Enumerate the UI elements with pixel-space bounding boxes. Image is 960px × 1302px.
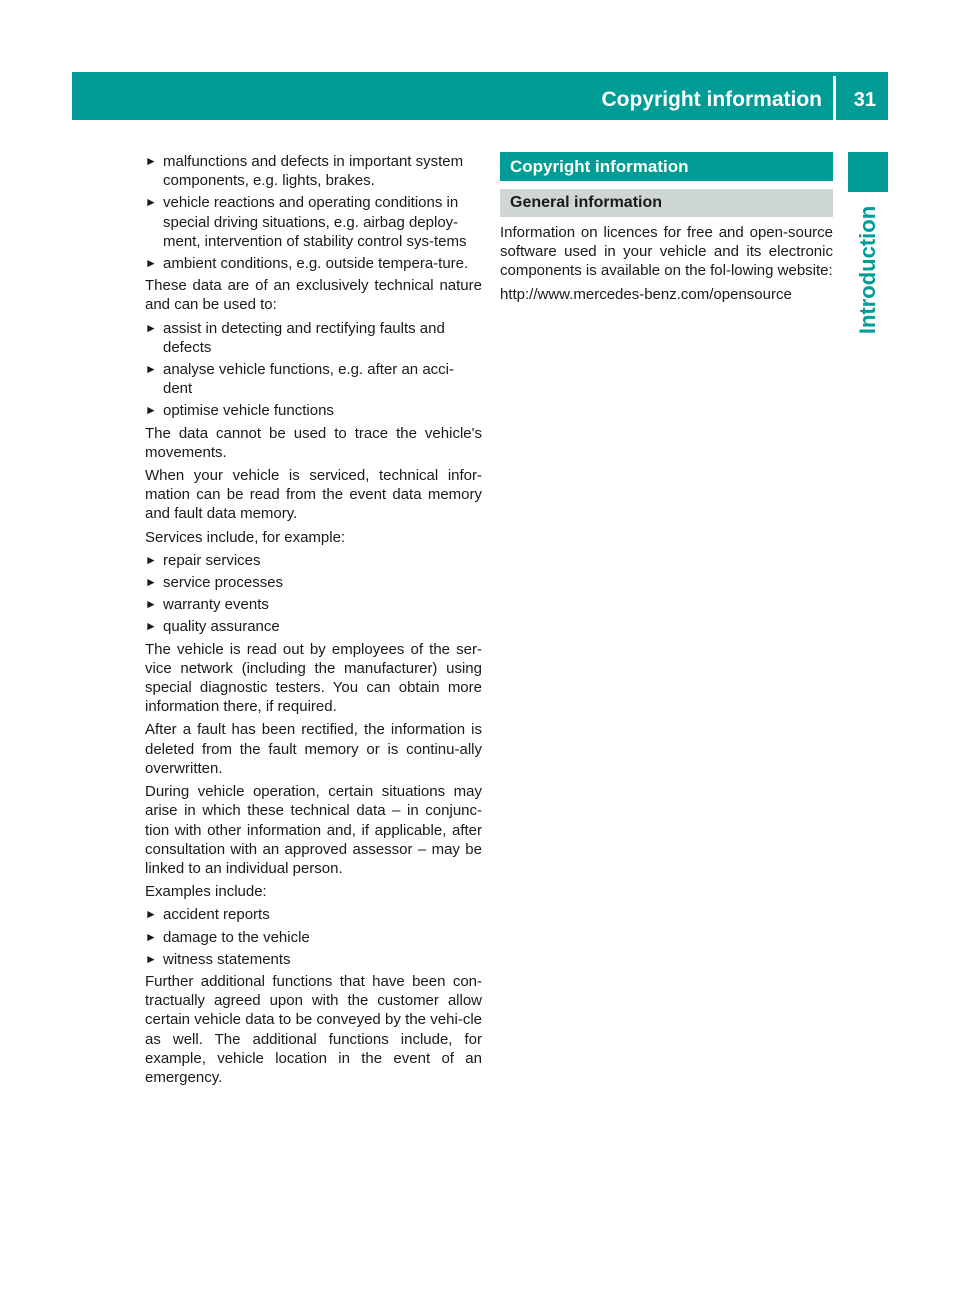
left-column: [145, 152, 482, 1091]
list-item-text: vehicle reactions and operating conditions in special driving situations, e.g. airbag deploy-ment, intervention of stability control sys-tems: [163, 194, 467, 250]
bullet-icon: ►: [145, 552, 157, 567]
bullet-icon: ►: [145, 575, 157, 590]
section-heading: Copyright information: [500, 152, 833, 181]
list-item: [145, 573, 482, 592]
list-item-text: ambient conditions, e.g. outside tempera-ture.: [163, 255, 469, 273]
list-item-text: accident reports: [163, 906, 270, 924]
bullet-icon: ►: [145, 362, 157, 377]
subsection-heading: General information: [500, 189, 833, 217]
bullet-icon: ►: [145, 951, 157, 966]
list-item: [145, 152, 482, 190]
list-item-text: warranty events: [163, 596, 269, 614]
list-item: [145, 360, 482, 398]
list-item-text: service processes: [163, 574, 284, 592]
page-header: [72, 72, 888, 120]
list-item: [145, 193, 482, 251]
page-number: 31: [853, 89, 876, 111]
list-item-text: malfunctions and defects in important system components, e.g. lights, brakes.: [163, 153, 464, 190]
list-item-text: repair services: [163, 551, 261, 569]
paragraph: Examples include:: [145, 883, 267, 901]
side-tab-marker: [848, 152, 888, 192]
bullet-icon: ►: [145, 256, 157, 271]
paragraph: Further additional functions that have been con-tractually agreed upon with the customer allow certain vehicle data to be conveyed by the vehi-cle as well. The additional functions include, for example, vehicle location in the event of an emergency.: [145, 972, 482, 1086]
list-item: [145, 905, 482, 924]
bullet-icon: ►: [145, 907, 157, 922]
bullet-icon: ►: [145, 320, 157, 335]
bullet-icon: ►: [145, 154, 157, 168]
bullet-icon: ►: [145, 619, 157, 634]
paragraph: These data are of an exclusively technical nature and can be used to:: [145, 277, 482, 314]
list-item-text: damage to the vehicle: [163, 928, 310, 946]
bullet-list: [145, 551, 482, 637]
bullet-icon: ►: [145, 195, 157, 210]
list-item-text: assist in detecting and rectifying faults and defects: [163, 319, 445, 356]
bullet-list: [145, 319, 482, 421]
right-column: [500, 152, 833, 308]
list-item-text: quality assurance: [163, 618, 280, 636]
header-divider: [833, 76, 836, 120]
list-item: [145, 319, 482, 357]
list-item: [145, 950, 482, 969]
list-item-text: witness statements: [163, 950, 291, 968]
list-item: [145, 254, 482, 273]
list-item: [145, 595, 482, 614]
list-item-text: optimise vehicle functions: [163, 402, 334, 420]
bullet-icon: ►: [145, 403, 157, 418]
list-item: [145, 401, 482, 420]
paragraph: During vehicle operation, certain situations may arise in which these technical data – in conjunc-tion with other information and, if applicable, after consultation with an approved assessor – may be linked to an individual person.: [145, 783, 482, 877]
paragraph: Services include, for example:: [145, 528, 346, 546]
paragraph: After a fault has been rectified, the information is deleted from the fault memory or is continu-ally overwritten.: [145, 721, 482, 777]
paragraph: The vehicle is read out by employees of the ser-vice network (including the manufacturer) using special diagnostic testers. You can obtain more information there, if required.: [145, 640, 482, 716]
paragraph: When your vehicle is serviced, technical infor-mation can be read from the event data memory and fault data memory.: [145, 467, 482, 523]
list-item: [145, 617, 482, 636]
paragraph: The data cannot be used to trace the vehicle's movements.: [145, 424, 482, 461]
bullet-icon: ►: [145, 929, 157, 944]
paragraph: Information on licences for free and open-source software used in your vehicle and its electronic components is available on the fol-lowing website:: [500, 224, 833, 280]
list-item-text: analyse vehicle functions, e.g. after an acci-dent: [163, 361, 454, 398]
header-title: Copyright information: [601, 88, 822, 111]
side-tab-label: Introduction: [855, 205, 880, 335]
opensource-url[interactable]: http://www.mercedes-benz.com/opensource: [500, 285, 792, 303]
list-item: [145, 551, 482, 570]
list-item: [145, 928, 482, 947]
bullet-list: [145, 152, 482, 273]
bullet-icon: ►: [145, 597, 157, 612]
bullet-list: [145, 905, 482, 969]
